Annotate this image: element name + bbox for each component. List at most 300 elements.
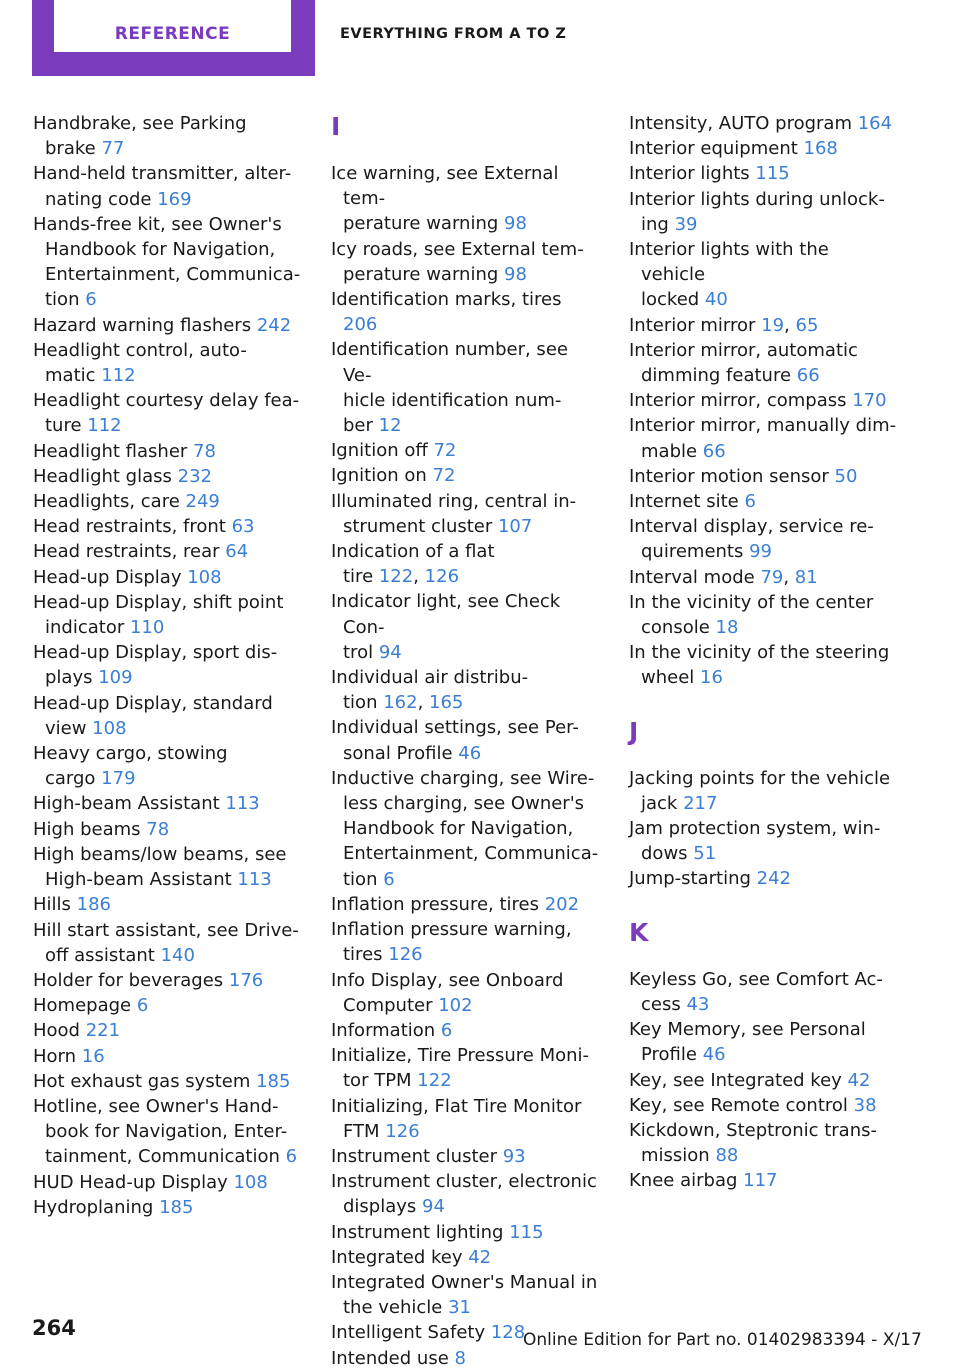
page-link[interactable]: 126 — [424, 566, 460, 588]
entry-text: Handbook for Navigation, — [45, 239, 276, 261]
entry-text: Interior mirror, automatic — [629, 339, 858, 361]
entry-text: High beams/low beams, see — [33, 843, 287, 865]
entry-text: Kickdown, Steptronic trans- — [629, 1119, 877, 1141]
index-entry — [331, 161, 599, 237]
page-link[interactable]: 94 — [422, 1196, 445, 1218]
entry-text: Key, see Integrated key — [629, 1069, 848, 1091]
entry-text: ber — [343, 415, 379, 437]
entry-text: Ignition on — [331, 465, 433, 487]
page-link[interactable]: 64 — [225, 541, 249, 563]
index-entry — [331, 1169, 599, 1219]
index-entry — [629, 136, 897, 161]
entry-text: Entertainment, Communica- — [45, 264, 301, 286]
entry-text: Profile — [641, 1044, 703, 1066]
entry-text: Individual air distribu- — [331, 667, 529, 689]
entry-text: perature warning — [343, 213, 504, 235]
entry-text: tion — [343, 868, 384, 890]
entry-text: Intended use — [331, 1347, 455, 1369]
index-entry — [33, 640, 301, 690]
index-entry — [629, 816, 897, 866]
entry-text: FTM — [343, 1120, 386, 1142]
page-link[interactable]: 113 — [237, 869, 272, 891]
page-link[interactable]: 113 — [225, 793, 260, 815]
entry-text: Headlight flasher — [33, 440, 194, 462]
entry-text: Hands-free kit, see Owner's — [33, 213, 282, 235]
entry-text: Interior equipment — [629, 138, 804, 160]
index-entry — [331, 1270, 599, 1320]
entry-text: Hazard warning flashers — [33, 314, 257, 336]
index-entry — [33, 338, 301, 388]
page-link[interactable]: 126 — [388, 944, 423, 966]
entry-text: cargo — [45, 768, 102, 790]
entry-text: dimming feature — [641, 365, 797, 387]
index-entry — [33, 539, 301, 564]
page-link[interactable]: 99 — [749, 541, 772, 563]
entry-text: Indication of a flat — [331, 541, 495, 563]
index-entry — [629, 1093, 897, 1118]
page-link[interactable]: 98 — [504, 213, 527, 235]
entry-text: nating code — [45, 188, 158, 210]
index-entry — [331, 489, 599, 539]
page-link[interactable]: 94 — [378, 641, 402, 663]
entry-text: Head-up Display, standard — [33, 692, 273, 714]
entry-text: High beams — [33, 818, 147, 840]
page-link[interactable]: 43 — [686, 993, 710, 1015]
page-link[interactable]: 65 — [795, 314, 819, 336]
entry-text: Individual settings, see Per- — [331, 717, 579, 739]
entry-text: High-beam Assistant — [33, 793, 226, 815]
page-link[interactable]: 6 — [744, 491, 756, 513]
page-link[interactable]: 140 — [160, 944, 195, 966]
index-entry — [629, 1118, 897, 1168]
index-entry — [33, 817, 301, 842]
entry-text: console — [641, 617, 716, 639]
page-link[interactable]: 51 — [693, 843, 717, 865]
entry-text: Headlight courtesy delay fea- — [33, 390, 300, 412]
index-entry — [33, 892, 301, 917]
index-entry — [331, 337, 599, 438]
entry-text: Head restraints, rear — [33, 541, 226, 563]
entry-text: Identification number, see Ve- — [331, 339, 568, 386]
entry-text: Hot exhaust gas system — [33, 1070, 257, 1092]
entry-text: Headlight glass — [33, 465, 178, 487]
page-link[interactable]: 112 — [87, 415, 122, 437]
index-entry — [629, 187, 897, 237]
entry-text: Head-up Display, sport dis- — [33, 642, 278, 664]
index-entry — [33, 161, 301, 211]
entry-text: book for Navigation, Enter- — [45, 1121, 288, 1143]
index-entry — [629, 1068, 897, 1093]
entry-text: dows — [641, 843, 694, 865]
page-link[interactable]: 168 — [803, 138, 838, 160]
index-entry — [33, 1069, 301, 1094]
page-link[interactable]: 38 — [853, 1094, 877, 1116]
entry-text: Hotline, see Owner's Hand- — [33, 1095, 279, 1117]
index-entry — [33, 590, 301, 640]
entry-text: Horn — [33, 1045, 82, 1067]
entry-text: quirements — [641, 541, 750, 563]
entry-text: Keyless Go, see Comfort Ac- — [629, 968, 883, 990]
page-link[interactable]: 50 — [834, 465, 858, 487]
index-entry — [629, 1017, 897, 1067]
index-entry — [629, 388, 897, 413]
entry-text: Integrated Owner's Manual in — [331, 1271, 598, 1293]
page-link[interactable]: 186 — [76, 894, 111, 916]
header-tab — [32, 0, 315, 76]
page-link[interactable]: 242 — [256, 314, 292, 336]
entry-text: , — [417, 692, 430, 714]
index-entry — [33, 741, 301, 791]
page-link[interactable]: 249 — [185, 491, 220, 513]
entry-text: tires — [343, 944, 389, 966]
index-entry — [331, 1220, 599, 1245]
page-link[interactable]: 12 — [378, 415, 402, 437]
entry-text: In the vicinity of the center — [629, 591, 874, 613]
entry-text: Intelligent Safety — [331, 1322, 491, 1344]
index-entry — [33, 993, 301, 1018]
page-link[interactable]: 88 — [715, 1145, 739, 1167]
entry-text: Head-up Display — [33, 566, 188, 588]
index-entry — [629, 866, 897, 891]
page-link[interactable]: 115 — [755, 163, 790, 185]
page-link[interactable]: 6 — [136, 995, 149, 1017]
index-column-1 — [33, 111, 301, 1220]
index-entry — [629, 489, 897, 514]
page-link[interactable]: 108 — [92, 717, 127, 739]
entry-text: tire — [343, 566, 379, 588]
page-link[interactable]: 77 — [101, 138, 125, 160]
page-link[interactable]: 81 — [794, 566, 818, 588]
entry-text: Handbook for Navigation, — [343, 818, 574, 840]
page-link[interactable]: 162 — [383, 692, 418, 714]
entry-text: Interior mirror, compass — [629, 390, 853, 412]
entry-text: Head restraints, front — [33, 516, 232, 538]
entry-text: Ignition off — [331, 440, 434, 462]
section-label: REFERENCE — [114, 24, 231, 44]
edition-text: Online Edition for Part no. 01402983394 - X/17 — [523, 1330, 922, 1350]
index-entry — [629, 565, 897, 590]
entry-text: Interval display, service re- — [629, 516, 874, 538]
page-link[interactable]: 122 — [378, 566, 414, 588]
index-letter-heading: K — [629, 917, 649, 947]
entry-text: trol — [343, 641, 379, 663]
entry-text: Initialize, Tire Pressure Moni- — [331, 1045, 590, 1067]
entry-text: off assistant — [45, 944, 161, 966]
entry-text: view — [45, 717, 93, 739]
page-link[interactable]: 66 — [796, 365, 820, 387]
page-link[interactable]: 102 — [438, 994, 473, 1016]
page-link[interactable]: 185 — [256, 1070, 291, 1092]
index-entry — [331, 917, 599, 967]
page-link[interactable]: 42 — [847, 1069, 871, 1091]
entry-text: Key, see Remote control — [629, 1094, 854, 1116]
page-link[interactable]: 112 — [101, 365, 136, 387]
entry-text: Info Display, see Onboard — [331, 969, 564, 991]
entry-text: ing — [641, 213, 675, 235]
index-entry — [629, 514, 897, 564]
page-link[interactable]: 179 — [101, 768, 136, 790]
entry-text: Information — [331, 1019, 441, 1041]
entry-text: Instrument cluster — [331, 1145, 503, 1167]
page-link[interactable]: 109 — [98, 667, 133, 689]
entry-text: Intensity, AUTO program — [629, 113, 858, 134]
page-link[interactable]: 164 — [857, 113, 893, 134]
entry-text: matic — [45, 365, 102, 387]
entry-text: the vehicle — [343, 1297, 449, 1319]
page-link[interactable]: 79 — [760, 566, 784, 588]
index-entry — [629, 640, 897, 690]
entry-text: Handbrake, see Parking — [33, 113, 247, 134]
entry-text: wheel — [641, 667, 701, 689]
entry-text: Interior mirror, manually dim- — [629, 415, 897, 437]
index-entry — [629, 590, 897, 640]
page-link[interactable]: 169 — [157, 188, 192, 210]
entry-text: Indicator light, see Check Con- — [331, 591, 561, 638]
entry-text: Jump-starting — [629, 868, 757, 890]
entry-text: tion — [45, 289, 86, 311]
entry-text: sonal Profile — [343, 742, 459, 764]
entry-text: Inflation pressure warning, — [331, 919, 572, 941]
index-entry — [33, 388, 301, 438]
entry-text: In the vicinity of the steering — [629, 642, 890, 664]
index-entry — [629, 237, 897, 313]
entry-text: Illuminated ring, central in- — [331, 490, 577, 512]
entry-text: Key Memory, see Personal — [629, 1019, 866, 1041]
page-link[interactable]: 31 — [448, 1297, 471, 1319]
page-link[interactable]: 122 — [417, 1070, 452, 1092]
page-link[interactable]: 110 — [129, 617, 165, 639]
entry-text: High-beam Assistant — [45, 869, 238, 891]
page-link[interactable]: 16 — [81, 1045, 105, 1067]
index-entry — [331, 715, 599, 765]
entry-text: Entertainment, Communica- — [343, 843, 599, 865]
index-entry — [629, 967, 897, 1017]
index-entry — [331, 892, 599, 917]
index-entry — [33, 313, 301, 338]
index-entry — [331, 1144, 599, 1169]
entry-text: , — [783, 566, 795, 588]
page-link[interactable]: 108 — [233, 1171, 268, 1193]
index-entry — [33, 1195, 301, 1220]
entry-text: Hydroplaning — [33, 1196, 160, 1218]
entry-text: Jacking points for the vehicle — [629, 767, 891, 789]
entry-text: mable — [641, 440, 703, 462]
index-entry — [331, 968, 599, 1018]
index-entry — [331, 1018, 599, 1043]
index-entry — [33, 111, 301, 161]
index-entry — [33, 565, 301, 590]
section-gap — [629, 892, 897, 917]
page-link[interactable]: 40 — [704, 289, 728, 311]
page-link[interactable]: 202 — [544, 893, 580, 915]
page-link[interactable]: 170 — [852, 390, 887, 412]
page-link[interactable]: 206 — [343, 314, 378, 336]
page-link[interactable]: 78 — [193, 440, 216, 462]
page-link[interactable]: 128 — [490, 1322, 526, 1344]
entry-text: Heavy cargo, stowing — [33, 743, 228, 765]
entry-text: Holder for beverages — [33, 969, 229, 991]
page-link[interactable]: 42 — [468, 1246, 492, 1268]
page-link[interactable]: 6 — [440, 1019, 453, 1041]
entry-text: Identification marks, tires — [331, 289, 562, 311]
page-link[interactable]: 242 — [756, 868, 792, 890]
page-link[interactable]: 6 — [285, 1146, 298, 1168]
page-link[interactable]: 176 — [228, 969, 264, 991]
entry-text: Ice warning, see External tem- — [331, 163, 559, 210]
section-gap — [629, 691, 897, 716]
page-link[interactable]: 115 — [509, 1221, 544, 1243]
page-link[interactable]: 46 — [702, 1044, 726, 1066]
entry-text: brake — [45, 138, 102, 160]
page-link[interactable]: 63 — [231, 516, 255, 538]
entry-text: tor TPM — [343, 1070, 418, 1092]
entry-text: displays — [343, 1196, 423, 1218]
entry-text: locked — [641, 289, 705, 311]
entry-text: ture — [45, 415, 88, 437]
entry-text: jack — [641, 792, 684, 814]
index-entry — [33, 691, 301, 741]
entry-text: , — [413, 566, 425, 588]
entry-text: Computer — [343, 994, 439, 1016]
entry-text: Interval mode — [629, 566, 761, 588]
index-entry — [629, 111, 897, 136]
page-link[interactable]: 46 — [458, 742, 482, 764]
index-entry — [629, 313, 897, 338]
entry-text: Homepage — [33, 995, 137, 1017]
entry-text: Interior motion sensor — [629, 465, 835, 487]
entry-text: Inflation pressure, tires — [331, 893, 545, 915]
index-entry — [331, 438, 599, 463]
page-link[interactable]: 98 — [504, 263, 527, 285]
index-entry — [33, 212, 301, 313]
entry-text: , — [784, 314, 796, 336]
entry-text: mission — [641, 1145, 716, 1167]
index-column-2 — [331, 111, 599, 1371]
index-entry — [629, 413, 897, 463]
entry-text: HUD Head-up Display — [33, 1171, 234, 1193]
page-link[interactable]: 72 — [432, 465, 456, 487]
page-link[interactable]: 217 — [683, 792, 718, 814]
entry-text: Hood — [33, 1020, 86, 1042]
chapter-title: EVERYTHING FROM A TO Z — [340, 26, 567, 42]
index-entry — [33, 1170, 301, 1195]
entry-text: strument cluster — [343, 515, 498, 537]
entry-text: Integrated key — [331, 1246, 469, 1268]
entry-text: cess — [641, 993, 687, 1015]
index-entry — [33, 1094, 301, 1170]
index-entry — [331, 463, 599, 488]
index-entry — [33, 464, 301, 489]
page-link[interactable]: 72 — [433, 440, 457, 462]
page-link[interactable]: 93 — [502, 1145, 526, 1167]
index-entry — [331, 665, 599, 715]
entry-text: perature warning — [343, 263, 504, 285]
index-entry — [629, 161, 897, 186]
entry-text: Jam protection system, win- — [629, 818, 881, 840]
index-entry — [331, 539, 599, 589]
entry-text: Interior lights — [629, 163, 756, 185]
entry-text: Hill start assistant, see Drive- — [33, 919, 299, 941]
index-entry — [33, 1018, 301, 1043]
entry-text: Hills — [33, 894, 77, 916]
page-link[interactable]: 165 — [429, 692, 464, 714]
page-number: 264 — [32, 1316, 76, 1340]
entry-text: Interior lights during unlock- — [629, 188, 885, 210]
entry-text: Headlight control, auto- — [33, 339, 247, 361]
index-entry — [33, 439, 301, 464]
index-entry — [33, 1044, 301, 1069]
entry-text: Head-up Display, shift point — [33, 591, 284, 613]
index-entry — [33, 791, 301, 816]
entry-text: plays — [45, 667, 99, 689]
entry-text: Internet site — [629, 491, 745, 513]
entry-text: less charging, see Owner's — [343, 793, 585, 815]
index-entry — [331, 237, 599, 287]
index-entry — [629, 464, 897, 489]
entry-text: tion — [343, 692, 384, 714]
page-link[interactable]: 117 — [743, 1170, 778, 1192]
index-entry — [331, 589, 599, 665]
index-entry — [629, 1168, 897, 1193]
page-link[interactable]: 6 — [383, 868, 395, 890]
page-link[interactable]: 108 — [187, 566, 222, 588]
index-entry — [629, 338, 897, 388]
index-entry — [33, 968, 301, 993]
page-link[interactable]: 18 — [715, 617, 739, 639]
page-link[interactable]: 232 — [177, 465, 212, 487]
index-entry — [33, 489, 301, 514]
page-link[interactable]: 126 — [385, 1120, 420, 1142]
index-entry — [33, 918, 301, 968]
index-letter-heading: J — [629, 716, 639, 746]
entry-text: tainment, Communication — [45, 1146, 286, 1168]
entry-text: Interior mirror — [629, 314, 762, 336]
index-entry — [331, 766, 599, 892]
index-letter-heading: I — [331, 112, 341, 141]
entry-text: Hand-held transmitter, alter- — [33, 163, 292, 185]
index-entry — [331, 1245, 599, 1270]
entry-text: indicator — [45, 617, 130, 639]
page-link[interactable]: 8 — [454, 1347, 466, 1369]
entry-text: hicle identification num- — [343, 389, 562, 411]
entry-text: Icy roads, see External tem- — [331, 238, 584, 260]
entry-text: Instrument cluster, electronic — [331, 1171, 597, 1193]
page-link[interactable]: 221 — [85, 1020, 121, 1042]
index-column-3 — [629, 111, 897, 1194]
entry-text: Knee airbag — [629, 1170, 744, 1192]
page-link[interactable]: 16 — [700, 667, 723, 689]
page-link[interactable]: 185 — [159, 1196, 194, 1218]
index-entry — [629, 766, 897, 816]
index-entry — [33, 514, 301, 539]
entry-text: Interior lights with the vehicle — [629, 239, 829, 286]
entry-text: Inductive charging, see Wire- — [331, 767, 595, 789]
index-entry — [331, 287, 599, 337]
entry-text: Initializing, Flat Tire Monitor — [331, 1095, 582, 1117]
page-link[interactable]: 39 — [674, 213, 698, 235]
page-link[interactable]: 19 — [761, 314, 785, 336]
index-entry — [33, 842, 301, 892]
page-link[interactable]: 6 — [85, 289, 97, 311]
entry-text: Instrument lighting — [331, 1221, 510, 1243]
header-tab-inner — [54, 0, 291, 52]
index-entry — [331, 1094, 599, 1144]
page-link[interactable]: 107 — [497, 515, 533, 537]
index-entry — [331, 1043, 599, 1093]
page-link[interactable]: 66 — [702, 440, 726, 462]
page-link[interactable]: 78 — [146, 818, 170, 840]
entry-text: Headlights, care — [33, 491, 186, 513]
